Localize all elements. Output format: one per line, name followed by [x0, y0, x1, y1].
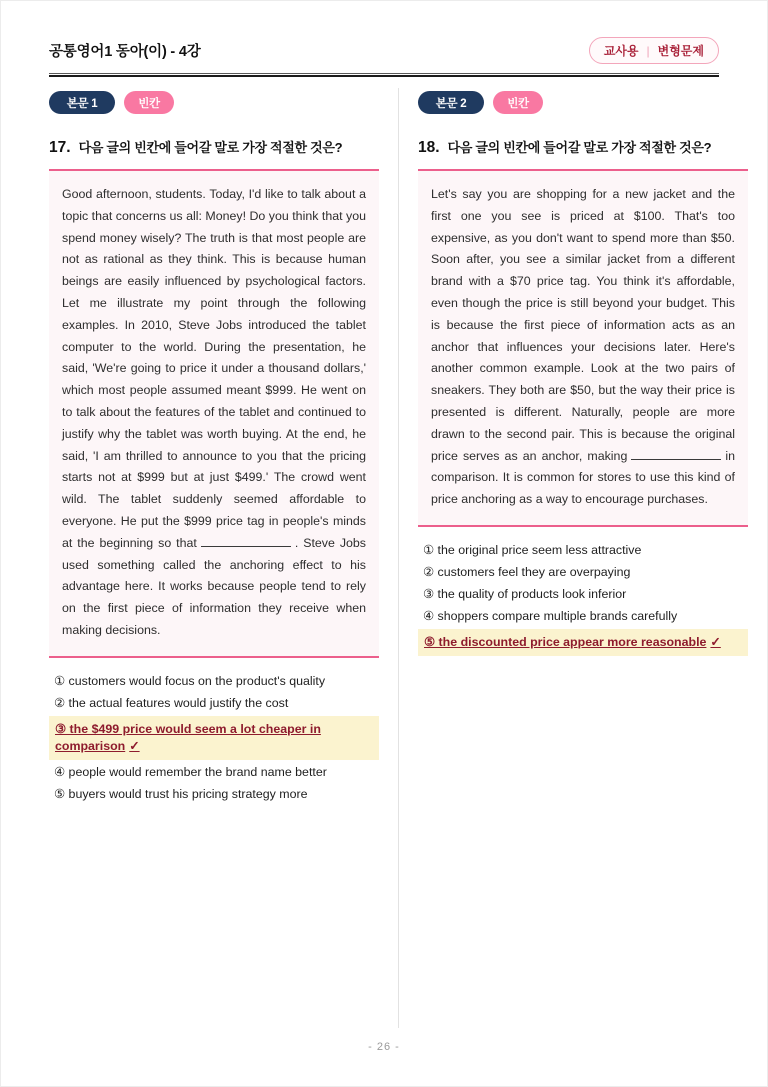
options-q17: [49, 671, 379, 805]
badge-row-q17: [49, 91, 379, 114]
column-divider: [398, 88, 399, 1028]
passage-q17: [49, 169, 379, 658]
teacher-version-badge: [589, 37, 719, 64]
question-text: 다음 글의 빈칸에 들어갈 말로 가장 적절한 것은?: [447, 140, 712, 155]
page-header: [1, 1, 767, 64]
badge-divider: |: [646, 43, 650, 58]
passage-text-after-blank: . Steve Jobs used something called the anchoring effect to his advantage here. It works because people tend to rely on the first piece of information they receive when making decisions.: [62, 535, 367, 637]
badge-right-label: 변형문제: [657, 44, 704, 58]
answer-option: ③ the quality of products look inferior: [423, 586, 627, 601]
check-icon: ✓: [129, 738, 140, 753]
answer-option: ② customers feel they are overpaying: [423, 565, 631, 580]
question-text: 다음 글의 빈칸에 들어갈 말로 가장 적절한 것은?: [78, 140, 343, 155]
passage-text-before-blank: Good afternoon, students. Today, I'd like to talk about a topic that concerns us all: Money! Do you think that you spend money wisely? The truth is that most people are not as rational as they think. This is because human beings are easily influenced by psychological factors. Let me illustrate my point through the following examples. In 2010, Steve Jobs introduced the tablet computer to the world. During the presentation, he said, 'We're going to price it under a thousand dollars,' which most people assumed meant $999. He went on to talk about the features of the tablet and continued to justify why the tablet was worth buying. At the end, he said, 'I am thrilled to announce to you that the pricing starts not at $999 but at just $499.' The crowd went wild. The tablet suddenly seemed affordable to everyone. He put the $999 price tag in people's minds at the beginning so that: [62, 187, 366, 550]
answer-option: ④ shoppers compare multiple brands carefully: [423, 608, 678, 623]
source-badge: 본문 1: [49, 91, 115, 114]
passage-text-after-blank: in comparison. It is common for stores to use this kind of price anchoring as a way to encourage purchases.: [431, 448, 735, 507]
badge-row-q18: [418, 91, 748, 114]
type-badge: 빈칸: [124, 91, 174, 114]
answer-option: ② the actual features would justify the cost: [54, 695, 289, 710]
two-column-layout: [1, 88, 767, 1028]
question-18: [418, 137, 748, 157]
answer-option: ④ people would remember the brand name better: [54, 765, 327, 780]
passage-q18: [418, 169, 748, 527]
options-q18: [418, 540, 748, 656]
fill-in-blank-line: [201, 543, 291, 547]
header-rule: [49, 73, 719, 77]
check-icon: ✓: [710, 634, 721, 649]
answer-option: ① the original price seem less attractive: [423, 543, 642, 558]
question-17: [49, 137, 379, 157]
question-number: 18.: [418, 139, 440, 156]
fill-in-blank-line: [631, 456, 721, 460]
page-number: - 26 -: [368, 1041, 400, 1053]
header-title: 공통영어1 동아(이) - 4강: [49, 44, 201, 60]
badge-left-label: 교사용: [603, 44, 639, 58]
answer-option-text: ③ the $499 price would seem a lot cheaper in comparison: [55, 722, 321, 753]
answer-option: ⑤ buyers would trust his pricing strategy more: [54, 786, 308, 801]
question-number: 17.: [49, 139, 71, 156]
source-badge: 본문 2: [418, 91, 484, 114]
correct-answer-option: [418, 629, 748, 656]
answer-option: ① customers would focus on the product's quality: [54, 674, 326, 689]
passage-text-before-blank: Let's say you are shopping for a new jacket and the first one you see is priced at $100. That's too expensive, as you don't want to spend more than $50. Soon after, you see a similar jacket from a different brand with a $70 price tag. You think it's affordable, even though the price is still beyond your budget. This is because the first piece of information acts as an anchor that influences your decisions later. Here's another common example. Look at the two pairs of sneakers. They both are $50, but the way their price is presented is different. Naturally, people are more drawn to the second pair. This is because the original price serves as an anchor, making: [431, 187, 735, 463]
type-badge: 빈칸: [493, 91, 543, 114]
column-q18: [418, 88, 748, 1028]
answer-option-text: ⑤ the discounted price appear more reasonable: [424, 634, 707, 649]
correct-answer-option: [49, 716, 379, 759]
column-q17: [49, 88, 379, 1028]
